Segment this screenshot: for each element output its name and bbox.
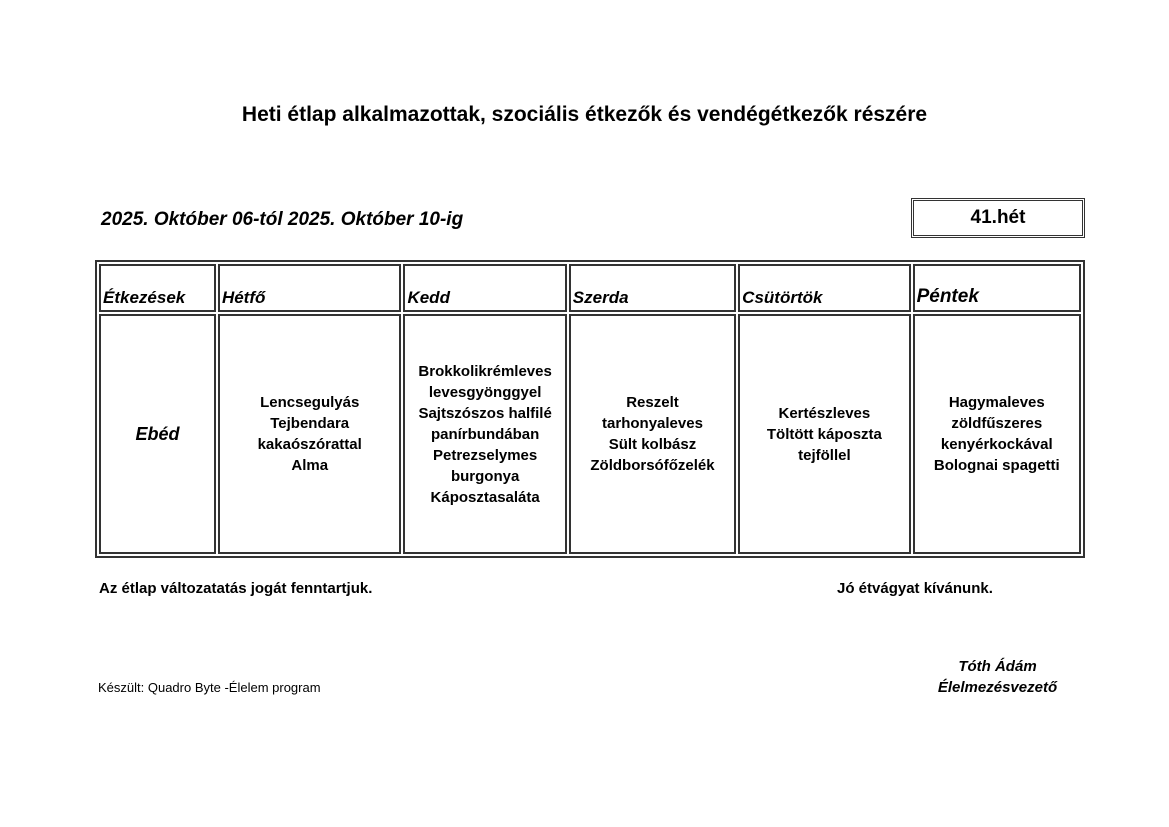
dish-line: levesgyönggyel <box>428 383 542 401</box>
dish-line: Sajtszószos halfilé <box>418 404 552 422</box>
dish-line: kenyérkockával <box>940 436 1053 453</box>
dish-line: Zöldborsófőzelék <box>590 457 715 474</box>
dish-line: Petrezselymes <box>433 446 538 464</box>
header-row <box>99 264 1081 312</box>
menu-table <box>95 260 1085 558</box>
signer-title: Élelmezésvezető <box>937 679 1058 696</box>
dish-line: zöldfűszeres <box>951 415 1043 432</box>
dish-line: Káposztasaláta <box>430 488 540 506</box>
dish-line: Tejbendara <box>270 415 350 432</box>
dish-line: tarhonyaleves <box>602 415 703 432</box>
dish-line: kakaószórattal <box>257 436 362 453</box>
dish-line: tejföllel <box>798 446 851 464</box>
dish-line: Brokkolikrémleves <box>418 362 552 380</box>
credit-line: Készült: Quadro Byte -Élelem program <box>98 680 321 695</box>
week-label: 41.hét <box>911 198 1085 238</box>
day-cell-tuesday <box>403 314 566 554</box>
dish-line: Bolognai spagetti <box>933 457 1060 474</box>
header-thursday: Csütörtök <box>738 264 910 312</box>
dish-line: Reszelt <box>626 394 679 411</box>
header-wednesday: Szerda <box>569 264 736 312</box>
dish-line: Kertészleves <box>778 404 871 422</box>
date-range: 2025. Október 06-tól 2025. Október 10-ig <box>101 209 464 230</box>
day-cell-friday <box>913 314 1081 554</box>
greeting: Jó étvágyat kívánunk. <box>837 580 993 597</box>
dish-line: burgonya <box>450 467 520 485</box>
dish-line: Hagymaleves <box>948 394 1045 411</box>
header-tuesday: Kedd <box>403 264 566 312</box>
dish-line: Lencsegulyás <box>260 394 360 411</box>
signature-block <box>920 656 1075 698</box>
disclaimer: Az étlap változatatás jogát fenntartjuk. <box>99 580 373 597</box>
dish-line: Töltött káposzta <box>766 425 882 443</box>
day-cell-thursday <box>738 314 910 554</box>
dish-line: Alma <box>291 457 329 474</box>
header-friday: Péntek <box>913 264 1081 312</box>
document-title: Heti étlap alkalmazottak, szociális étkezők és vendégétkezők részére <box>241 103 928 126</box>
signer-name: Tóth Ádám <box>958 658 1037 675</box>
dish-line: panírbundában <box>430 425 540 443</box>
header-monday: Hétfő <box>218 264 402 312</box>
header-meals: Étkezések <box>99 264 216 312</box>
day-cell-monday <box>218 314 402 554</box>
table-row <box>99 314 1081 554</box>
dish-line: Sült kolbász <box>608 436 697 453</box>
meal-name: Ebéd <box>99 314 216 554</box>
day-cell-wednesday <box>569 314 736 554</box>
